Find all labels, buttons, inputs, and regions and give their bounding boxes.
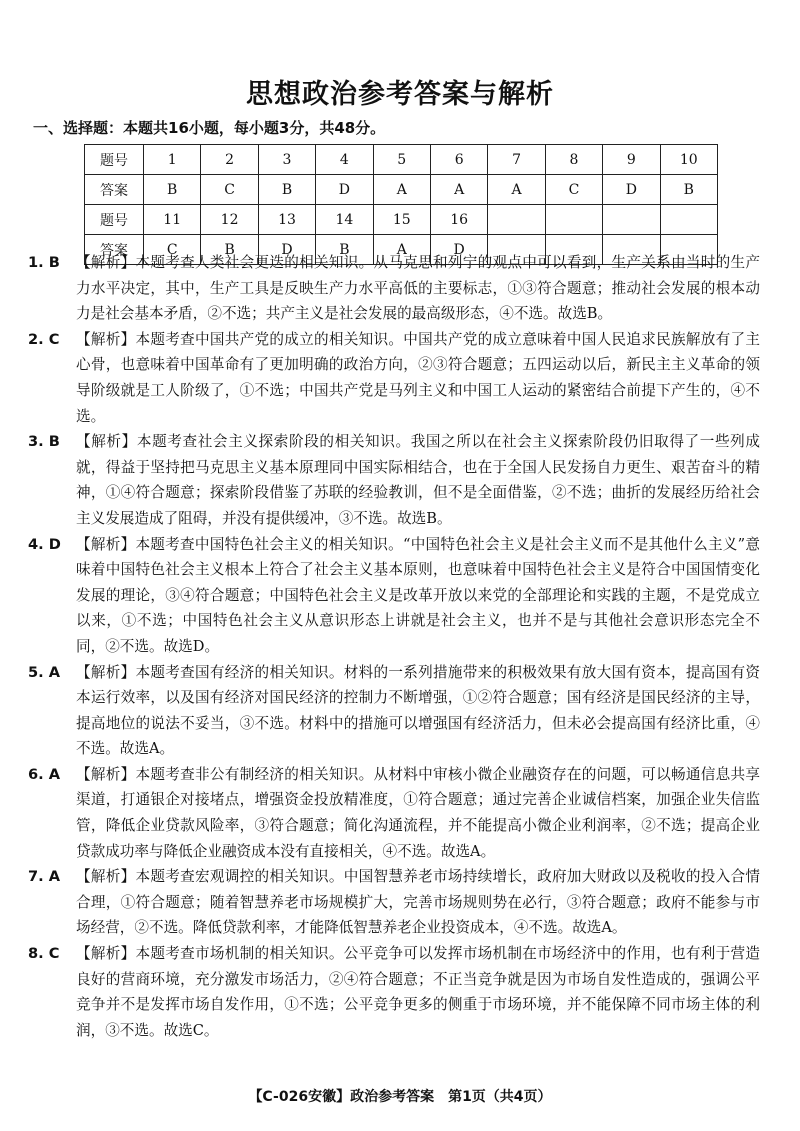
answer-table-cell: C bbox=[144, 235, 201, 265]
answer-table-cell: D bbox=[316, 175, 373, 205]
question-number-answer: 2. C bbox=[28, 330, 60, 348]
answer-table-cell: 10 bbox=[660, 145, 717, 175]
answer-table-cell: 11 bbox=[144, 205, 201, 235]
page-title: 思想政治参考答案与解析 bbox=[246, 79, 554, 110]
question-number-answer: 1. B bbox=[28, 254, 60, 271]
answer-table-cell: 15 bbox=[373, 205, 430, 235]
explanation-list bbox=[0, 250, 800, 1043]
answer-table-cell: 13 bbox=[258, 205, 315, 235]
answer-table-cell: C bbox=[545, 175, 602, 205]
explanation-item bbox=[0, 864, 800, 941]
answer-table-cell: 7 bbox=[488, 145, 545, 175]
answer-table-cell: D bbox=[430, 235, 487, 265]
explanation-item bbox=[0, 429, 800, 531]
answer-table-cell: C bbox=[201, 175, 258, 205]
answer-table-cell bbox=[488, 205, 545, 235]
explanation-text: 【解析】本题考查人类社会更迭的相关知识。从马克思和列宁的观点中可以看到，生产关系由当时的生产力水平决定，其中，生产工具是反映生产力水平高低的主要标志，①③符合题意；推动社会发展的根本动力是社会基本矛盾，②不选；共产主义是社会发展的最高级形态，④不选。故选B。 bbox=[76, 254, 760, 323]
answer-table-cell: 8 bbox=[545, 145, 602, 175]
explanation-text: 【解析】本题考查中国特色社会主义的相关知识。“中国特色社会主义是社会主义而不是其他什么主义”意味着中国特色社会主义根本上符合了社会主义基本原则，也意味着中国特色社会主义是符合中国国情变化发展的理论，③④符合题意；中国特色社会主义是改革开放以来党的全部理论和实践的主题，不是党成立以来，①不选；中国特色社会主义从意识形态上讲就是社会主义，也并不是与其他社会意识形态完全不同，②不选。故选D。 bbox=[76, 535, 760, 655]
page-footer: 【C-026安徽】政治参考答案 第1页（共4页） bbox=[248, 1089, 552, 1105]
answer-table-cell: 14 bbox=[316, 205, 373, 235]
explanation-text: 【解析】本题考查社会主义探索阶段的相关知识。我国之所以在社会主义探索阶段仍旧取得了一些列成就，得益于坚持把马克思主义基本原理同中国实际相结合，也在于全国人民发扬自力更生、艰苦奋斗的精神，①④符合题意；探索阶段借鉴了苏联的经验教训，但不是全面借鉴，②不选；曲折的发展经历给社会主义发展造成了阻碍，并没有提供缓冲，③不选。故选B。 bbox=[76, 433, 760, 527]
question-number-answer: 3. B bbox=[28, 433, 60, 451]
explanation-item bbox=[0, 327, 800, 429]
section-heading: 一、选择题：本题共16小题，每小题3分，共48分。 bbox=[33, 119, 386, 137]
explanation-text: 【解析】本题考查宏观调控的相关知识。中国智慧养老市场持续增长，政府加大财政以及税收的投入合情合理，①符合题意；随着智慧养老市场规模扩大，完善市场规则势在必行，③符合题意；政府不能参与市场经营，②不选。降低贷款利率，才能降低智慧养老企业投资成本，④不选。故选A。 bbox=[76, 868, 760, 937]
explanation-item bbox=[0, 762, 800, 864]
answer-table-cell: 3 bbox=[258, 145, 315, 175]
answer-table-cell: B bbox=[258, 175, 315, 205]
answer-table bbox=[84, 144, 718, 265]
question-number-answer: 8. C bbox=[28, 945, 60, 963]
answer-table-row bbox=[85, 175, 718, 205]
answer-table-cell: 6 bbox=[430, 145, 487, 175]
answer-table-cell: B bbox=[660, 175, 717, 205]
explanation-item bbox=[0, 941, 800, 1043]
explanation-text: 【解析】本题考查非公有制经济的相关知识。从材料中审核小微企业融资存在的问题，可以畅通信息共享渠道，打通银企对接堵点，增强资金投放精准度，①符合题意；通过完善企业诚信档案，加强企业失信监管，降低企业贷款风险率，③符合题意；简化沟通流程，并不能提高小微企业利润率，②不选；提高企业贷款成功率与降低企业融资成本没有直接相关，④不选。故选A。 bbox=[76, 765, 760, 860]
answer-table-cell: 4 bbox=[316, 145, 373, 175]
answer-table-cell bbox=[603, 205, 660, 235]
answer-table-cell: 12 bbox=[201, 205, 258, 235]
answer-table-cell: D bbox=[603, 175, 660, 205]
question-number-answer: 6. A bbox=[28, 765, 61, 783]
answer-table-cell: 2 bbox=[201, 145, 258, 175]
question-number-answer: 7. A bbox=[28, 868, 61, 886]
answer-table-cell bbox=[545, 205, 602, 235]
answer-table-cell bbox=[660, 205, 717, 235]
answer-table-cell: A bbox=[488, 175, 545, 205]
answer-table-cell: A bbox=[373, 235, 430, 265]
answer-table-cell: B bbox=[144, 175, 201, 205]
question-number-answer: 5. A bbox=[28, 663, 61, 681]
question-number-answer: 4. D bbox=[28, 535, 61, 553]
answer-table-cell: 1 bbox=[144, 145, 201, 175]
explanation-text: 【解析】本题考查国有经济的相关知识。材料的一系列措施带来的积极效果有放大国有资本，提高国有资本运行效率，以及国有经济对国民经济的控制力不断增强，①②符合题意；国有经济是国民经济的主导，提高地位的说法不妥当，③不选。材料中的措施可以增强国有经济活力，但未必会提高国有经济比重，④不选。故选A。 bbox=[76, 663, 760, 758]
answer-table-cell: A bbox=[373, 175, 430, 205]
answer-table-cell: 16 bbox=[430, 205, 487, 235]
answer-table-cell: B bbox=[316, 235, 373, 265]
explanation-text: 【解析】本题考查中国共产党的成立的相关知识。中国共产党的成立意味着中国人民追求民族解放有了主心骨，也意味着中国革命有了更加明确的政治方向，②③符合题意；五四运动以后，新民主主义革命的领导阶级就是工人阶级了，①不选；中国共产党是马列主义和中国工人运动的紧密结合前提下产生的，④不选。 bbox=[76, 330, 760, 425]
explanation-item bbox=[0, 532, 800, 660]
answer-table-row-header: 答案 bbox=[85, 235, 144, 265]
answer-table-cell: 5 bbox=[373, 145, 430, 175]
explanation-item bbox=[0, 660, 800, 762]
answer-table-cell: 9 bbox=[603, 145, 660, 175]
answer-table-row-header: 答案 bbox=[85, 175, 144, 205]
answer-table-cell: A bbox=[430, 175, 487, 205]
answer-table-row-header: 题号 bbox=[85, 205, 144, 235]
answer-table-row bbox=[85, 205, 718, 235]
explanation-text: 【解析】本题考查市场机制的相关知识。公平竞争可以发挥市场机制在市场经济中的作用，也有利于营造良好的营商环境，充分激发市场活力，②④符合题意；不正当竞争就是因为市场自发性造成的，强调公平竞争并不是发挥市场自发作用，①不选；公平竞争更多的侧重于市场环境，并不能保障不同市场主体的利润，③不选。故选C。 bbox=[76, 945, 760, 1039]
answer-table-cell: D bbox=[258, 235, 315, 265]
answer-table-row bbox=[85, 145, 718, 175]
answer-table-cell: B bbox=[201, 235, 258, 265]
answer-table-row-header: 题号 bbox=[85, 145, 144, 175]
explanation-item bbox=[0, 250, 800, 327]
